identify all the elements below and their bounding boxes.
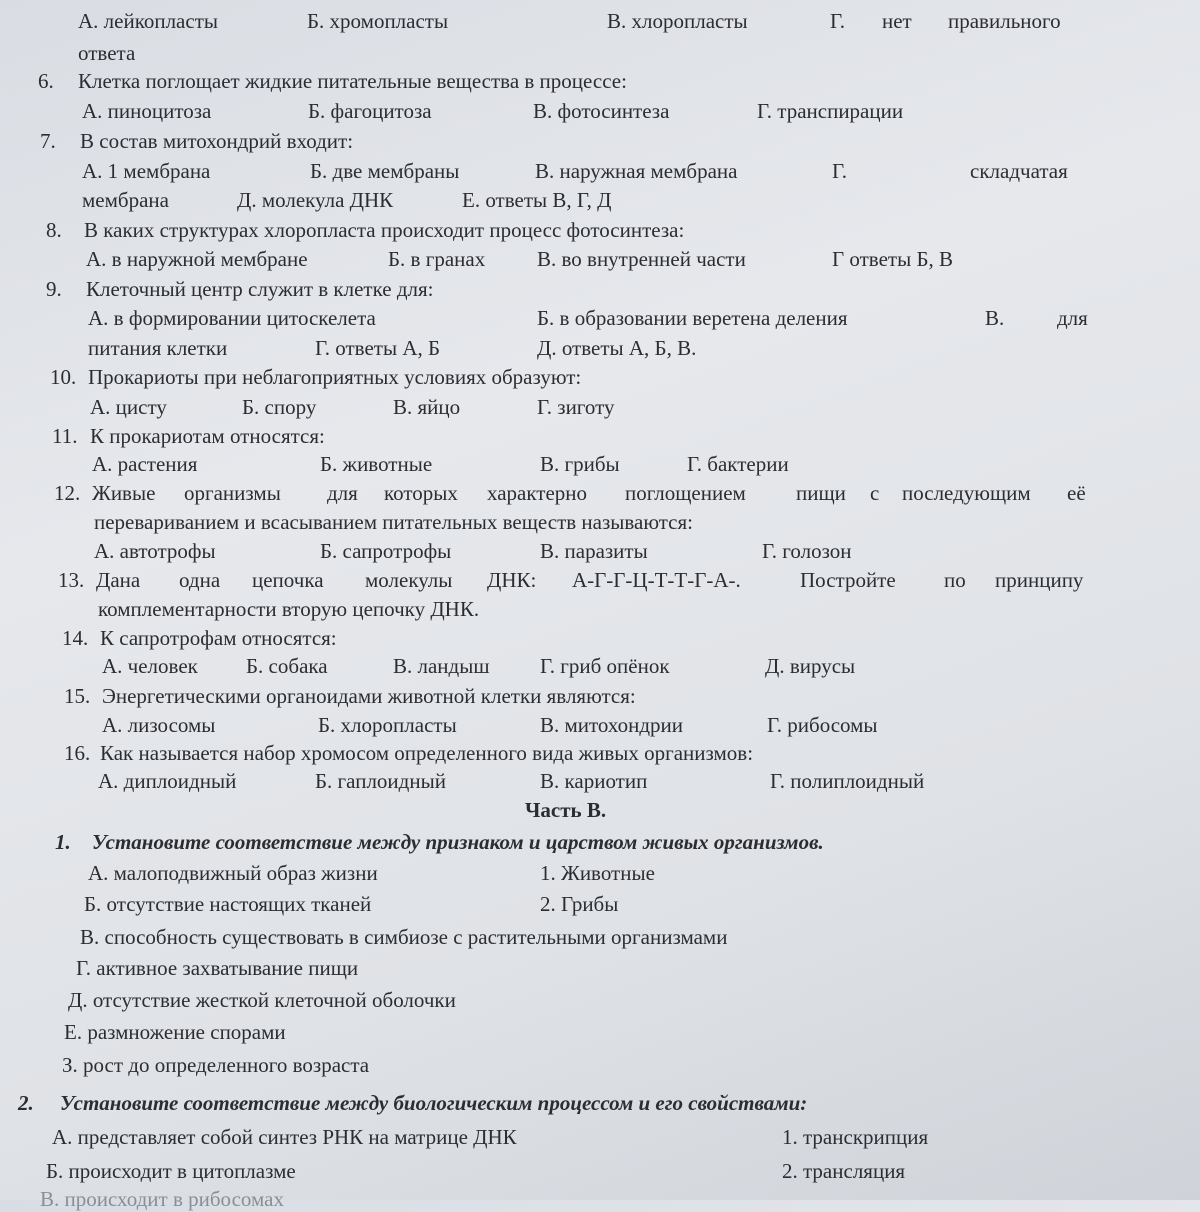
q12-word-3: для	[327, 481, 358, 505]
q11-option-a: А. растения	[92, 452, 198, 476]
q12-word-8: с	[870, 481, 880, 505]
q15-text: Энергетическими органоидами животной клетки являются:	[102, 684, 636, 708]
q11-option-c: В. грибы	[540, 452, 620, 476]
test-page: А. лейкопласты Б. хромопласты В. хлоропласты Г. нет правильного ответа 6. Клетка поглощает жидкие питательные вещества в процессе: А. пиноцитоза Б. фагоцитоза В. фотосинтеза Г. транспирации 7. В состав митохондрий входит: А. 1 мембрана Б. две мембраны В. наружная мембрана Г. складчатая мембрана Д. молекула ДНК Е. ответы В, Г, Д 8. В каких структурах хлоропласта происходит процесс фотосинтеза: А. в наружной мембране Б. в гранах В. во внутренней части Г ответы Б, В 9. Клеточный центр служит в клетке для: А. в формировании цитоскелета Б. в образовании веретена деления В. для питания клетки Г. ответы А, Б Д. ответы А, Б, В. 10. Прокариоты при неблагоприятных условиях образуют: А. цисту Б. спору В. яйцо Г. зиготу 11. К прокариотам относятся: А. растения Б. животные В. грибы Г. бактерии 12. Живые организмы для которых характерно поглощением пищи с последующим её перевариванием и всасыванием питательных веществ называются: А. автотрофы Б. сапротрофы В. паразиты Г. голозон 13. Дана одна цепочка молекулы ДНК: А-Г-Г-Ц-Т-Т-Г-А-. Постройте по принципу комплементарности вторую цепочку ДНК. 14. К сапротрофам относятся: А. человек Б. собака В. ландыш Г. гриб опёнок Д. вирусы 15. Энергетическими органоидами животной клетки являются: А. лизосомы Б. хлоропласты В. митохондрии Г. рибосомы 16. Как называется набор хромосом определенного вида живых организмов: А. диплоидный Б. гаплоидный В. кариотип Г. полиплоидный Часть В. 1. Установите соответствие между признаком и царством живых организмов. А. малоподвижный образ жизни 1. Животные Б. отсутствие настоящих тканей 2. Грибы В. способность существовать в симбиозе с растительными организмами Г. активное захватывание пищи Д. отсутствие жесткой клеточной оболочки Е. размножение спорами З. рост до определенного возраста 2. Установите соответствие между биологическим процессом и его свойствами: А. представляет собой синтез РНК на матрице ДНК 1. транскрипция Б. происходит в цитоплазме 2. трансляция В. происходит в рибосомах	[18, 9, 1088, 1211]
q13-word-5: ДНК:	[487, 568, 537, 592]
q8-option-a: А. в наружной мембране	[86, 247, 308, 271]
q7-number: 7.	[40, 129, 56, 153]
q9-option-c-word: для	[1057, 306, 1088, 330]
q6-text: Клетка поглощает жидкие питательные вещества в процессе:	[78, 69, 627, 93]
q8-number: 8.	[46, 218, 62, 242]
q13-word-3: цепочка	[252, 568, 324, 592]
q13-dna-sequence: А-Г-Г-Ц-Т-Т-Г-А-.	[572, 568, 741, 592]
q16-option-a: А. диплоидный	[98, 769, 237, 793]
b2-item-a: А. представляет собой синтез РНК на матрице ДНК	[52, 1125, 517, 1149]
q9-text: Клеточный центр служит в клетке для:	[86, 277, 434, 301]
q8-option-d: Г ответы Б, В	[832, 247, 954, 271]
q16-text: Как называется набор хромосом определенного вида живых организмов:	[100, 741, 754, 765]
q16-option-c: В. кариотип	[540, 769, 648, 793]
b1-item-d: Г. активное захватывание пищи	[76, 956, 359, 980]
q8-text: В каких структурах хлоропласта происходит процесс фотосинтеза:	[84, 218, 685, 242]
q9-option-b: Б. в образовании веретена деления	[537, 306, 848, 330]
q7-option-a: А. 1 мембрана	[82, 159, 211, 183]
b1-item-b: Б. отсутствие настоящих тканей	[84, 892, 372, 916]
q12-word-2: организмы	[184, 481, 281, 505]
q7-option-b: Б. две мембраны	[310, 159, 460, 183]
b1-answer-2: 2. Грибы	[540, 892, 619, 916]
q6-option-b: Б. фагоцитоза	[308, 99, 432, 123]
b2-text: Установите соответствие между биологическим процессом и его свойствами:	[60, 1091, 808, 1115]
q9-option-e: Д. ответы А, Б, В.	[537, 336, 697, 360]
q10-option-b: Б. спору	[242, 395, 317, 419]
q15-number: 15.	[64, 684, 91, 708]
q13-word-7: Постройте	[800, 568, 896, 592]
q9-option-a: А. в формировании цитоскелета	[88, 306, 376, 330]
q14-number: 14.	[62, 626, 89, 650]
q16-option-d: Г. полиплоидный	[770, 769, 925, 793]
q11-option-b: Б. животные	[320, 452, 433, 476]
q12-option-d: Г. голозон	[762, 539, 852, 563]
q11-option-d: Г. бактерии	[687, 452, 789, 476]
q9-option-c-continuation: питания клетки	[88, 336, 228, 360]
q5-option-b: Б. хромопласты	[307, 9, 449, 33]
q5-option-d-word2: правильного	[948, 9, 1061, 33]
b1-answer-1: 1. Животные	[540, 861, 655, 885]
q11-number: 11.	[52, 424, 78, 448]
q15-option-d: Г. рибосомы	[767, 713, 878, 737]
q9-number: 9.	[46, 277, 62, 301]
b1-number: 1.	[55, 830, 71, 854]
b2-answer-1: 1. транскрипция	[782, 1125, 929, 1149]
q5-option-d-word1: нет	[882, 9, 912, 33]
q7-option-c: В. наружная мембрана	[535, 159, 738, 183]
q6-option-d: Г. транспирации	[757, 99, 904, 123]
q12-word-5: характерно	[487, 481, 588, 505]
q13-word-1: Дана	[96, 568, 141, 592]
b1-text: Установите соответствие между признаком и царством живых организмов.	[92, 830, 824, 854]
q10-option-a: А. цисту	[90, 395, 167, 419]
q8-option-c: В. во внутренней части	[537, 247, 746, 271]
q13-number: 13.	[58, 568, 85, 592]
b2-number: 2.	[18, 1091, 34, 1115]
q12-option-c: В. паразиты	[540, 539, 648, 563]
b1-item-f: Е. размножение спорами	[64, 1020, 286, 1044]
q15-option-c: В. митохондрии	[540, 713, 684, 737]
q6-option-a: А. пиноцитоза	[82, 99, 212, 123]
q6-number: 6.	[38, 69, 54, 93]
b1-item-a: А. малоподвижный образ жизни	[88, 861, 378, 885]
q8-option-b: Б. в гранах	[388, 247, 486, 271]
q6-option-c: В. фотосинтеза	[533, 99, 670, 123]
q14-option-e: Д. вирусы	[765, 654, 856, 678]
q14-text: К сапротрофам относятся:	[100, 626, 337, 650]
q7-option-d-continuation: мембрана	[82, 188, 169, 212]
q10-option-c: В. яйцо	[393, 395, 461, 419]
b2-answer-2: 2. трансляция	[782, 1159, 906, 1183]
q15-option-a: А. лизосомы	[102, 713, 216, 737]
q12-option-a: А. автотрофы	[94, 539, 216, 563]
q15-option-b: Б. хлоропласты	[318, 713, 457, 737]
q10-text: Прокариоты при неблагоприятных условиях образуют:	[88, 365, 582, 389]
q7-text: В состав митохондрий входит:	[80, 129, 354, 153]
q7-option-e: Д. молекула ДНК	[237, 188, 394, 212]
part-b-title: Часть В.	[525, 798, 607, 822]
q12-word-6: поглощением	[625, 481, 746, 505]
b2-item-b: Б. происходит в цитоплазме	[46, 1159, 296, 1183]
q13-word-2: одна	[179, 568, 221, 592]
q12-number: 12.	[54, 481, 81, 505]
q13-word-4: молекулы	[365, 568, 453, 592]
q16-option-b: Б. гаплоидный	[315, 769, 446, 793]
b1-item-c: В. способность существовать в симбиозе с растительными организмами	[80, 925, 728, 949]
b2-item-c: В. происходит в рибосомах	[40, 1187, 284, 1211]
q10-option-d: Г. зиготу	[537, 395, 615, 419]
q12-word-1: Живые	[92, 481, 156, 505]
q11-text: К прокариотам относятся:	[90, 424, 325, 448]
q10-number: 10.	[50, 365, 77, 389]
q14-option-b: Б. собака	[246, 654, 328, 678]
q9-option-d: Г. ответы А, Б	[315, 336, 441, 360]
q12-word-9: последующим	[902, 481, 1031, 505]
q14-option-d: Г. гриб опёнок	[540, 654, 670, 678]
q7-option-f: Е. ответы В, Г, Д	[462, 188, 612, 212]
q12-word-4: которых	[384, 481, 458, 505]
q12-word-7: пищи	[796, 481, 846, 505]
q9-option-c: В.	[985, 306, 1005, 330]
q5-option-c: В. хлоропласты	[607, 9, 748, 33]
q16-number: 16.	[64, 741, 91, 765]
q7-option-d-word: складчатая	[970, 159, 1068, 183]
q7-option-d: Г.	[832, 159, 848, 183]
q5-option-d: Г.	[830, 9, 846, 33]
b1-item-g: З. рост до определенного возраста	[62, 1053, 370, 1077]
q12-option-b: Б. сапротрофы	[320, 539, 452, 563]
q14-option-a: А. человек	[102, 654, 198, 678]
q13-word-9: принципу	[995, 568, 1084, 592]
q13-word-8: по	[944, 568, 966, 592]
q14-option-c: В. ландыш	[393, 654, 490, 678]
q12-word-10: её	[1067, 481, 1086, 505]
q5-option-a: А. лейкопласты	[78, 9, 218, 33]
b1-item-e: Д. отсутствие жесткой клеточной оболочки	[68, 988, 456, 1012]
